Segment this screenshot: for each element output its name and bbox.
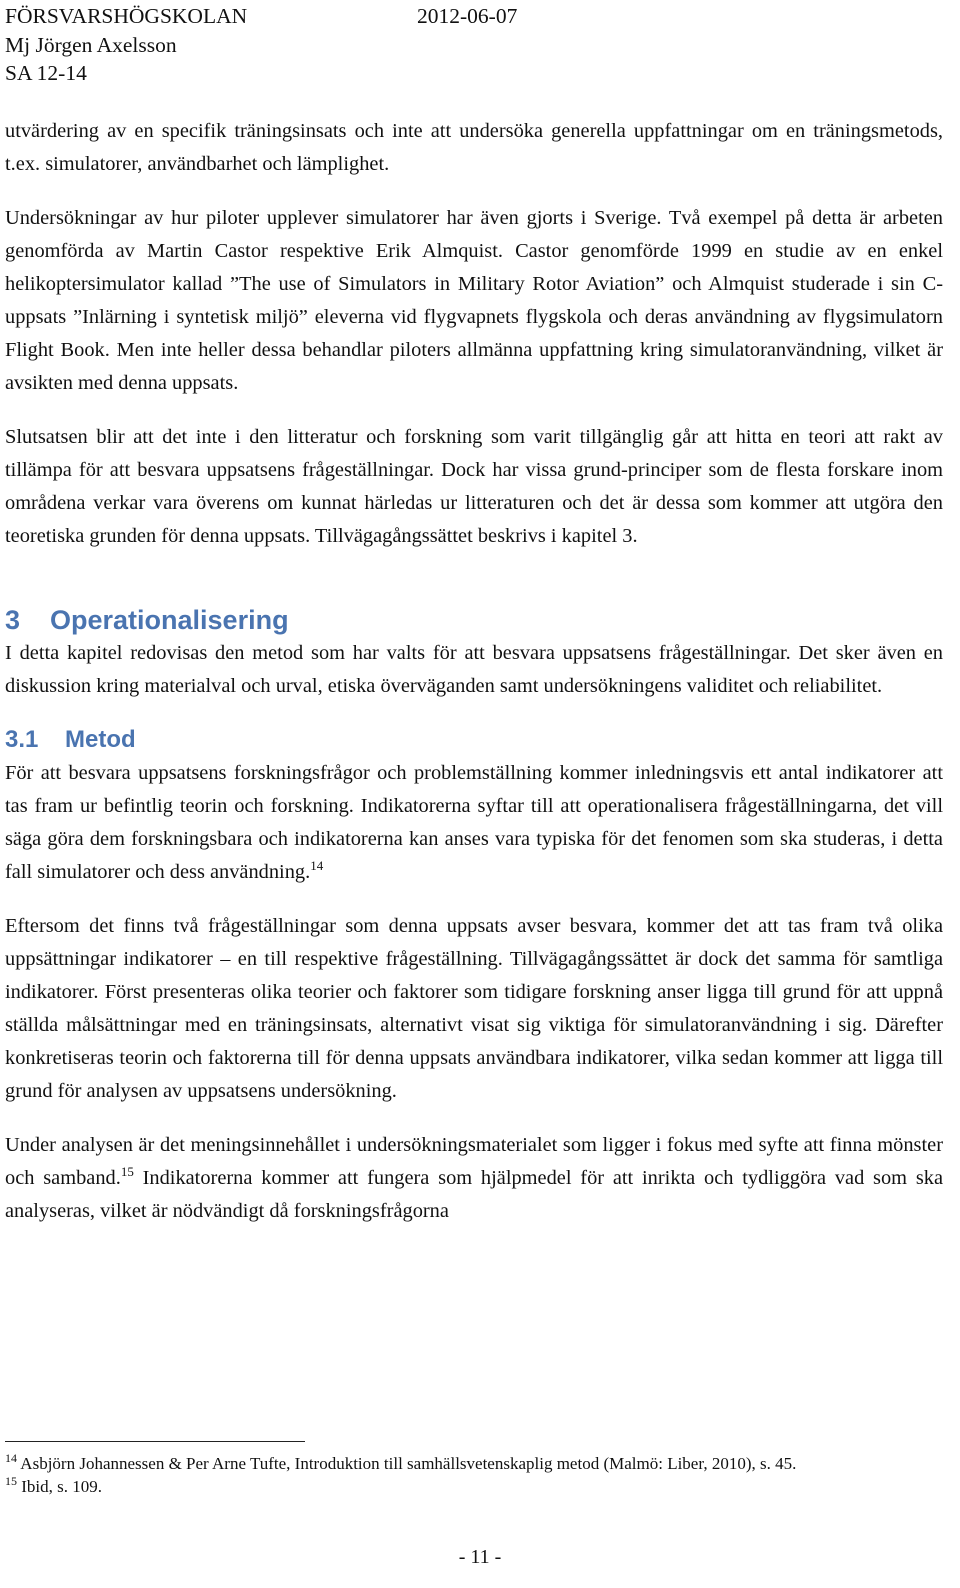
paragraph <box>5 1129 943 1228</box>
section-heading <box>5 603 943 637</box>
header-course: SA 12-14 <box>5 61 87 85</box>
footnote-ref[interactable]: 15 <box>120 1164 134 1179</box>
subsection-heading <box>5 724 943 756</box>
footnote-text: Ibid, s. 109. <box>17 1477 102 1496</box>
paragraph: Undersökningar av hur piloter upplever simulatorer har även gjorts i Sverige. Två exempel på detta är arbeten genomförda av Martin Castor respektive Erik Almquist. Castor genomförde 1999 en studie av en enkel helikoptersimulator kallad ”The use of Simulators in Military Rotor Aviation” och Almquist studerade i sin C-uppsats ”Inlärning i syntetisk miljö” eleverna vid flygvapnets flygskola och deras användning av flygsimulatorn Flight Book. Men inte heller dessa behandlar piloters allmänna uppfattning kring simulatoranvändning, vilket är avsikten med denna uppsats. <box>5 207 943 394</box>
header-institution: FÖRSVARSHÖGSKOLAN <box>5 4 248 28</box>
paragraph <box>5 757 943 889</box>
header-author: Mj Jörgen Axelsson <box>5 32 177 57</box>
section-number: 3 <box>5 605 21 635</box>
footnote-separator <box>5 1441 305 1442</box>
header-date: 2012-06-07 <box>417 4 518 28</box>
page-header <box>5 2 518 88</box>
footnote-number: 15 <box>5 1474 17 1488</box>
footnotes <box>5 1452 943 1498</box>
header-row-1 <box>5 2 518 31</box>
paragraph: Eftersom det finns två frågeställningar som denna uppsats avser besvara, kommer det att tas fram två olika uppsättningar indikatorer – en till respektive frågeställning. Tillvägagångssättet är dock det samma för samtliga indikatorer. Först presenteras olika teorier och faktorer som tidigare forskning anser ligga till grund för att uppnå ställda målsättningar med en träningsinsats, alternativt visat sig viktiga för simulatoranvändning i sig. Därefter konkretiseras teorin och faktorerna till för denna uppsats användbara indikatorer, vilka sedan kommer att ligga till grund för analysen av uppsatsens undersökning. <box>5 915 943 1102</box>
paragraph: Slutsatsen blir att det inte i den litteratur och forskning som varit tillgänglig går att hitta en teori att rakt av tillämpa för att besvara uppsatsens frågeställningar. Dock har vissa grund-principer som de flesta forskare inom områdena verkar vara överens om kunnat härledas ur litteraturen och det är dessa som kommer att utgöra den teoretiska grunden för denna uppsats. Tillvägagångssättet beskrivs i kapitel 3. <box>5 426 943 547</box>
paragraph: I detta kapitel redovisas den metod som har valts för att besvara uppsatsens frågeställningar. Det sker även en diskussion kring materialval och urval, etiska överväganden samt undersökningens validitet och reliabilitet. <box>5 642 943 697</box>
paragraph: utvärdering av en specifik träningsinsats och inte att undersöka generella uppfattningar om en träningsmetods, t.ex. simulatorer, användbarhet och lämplighet. <box>5 120 943 175</box>
page-number: - 11 - <box>458 1546 502 1568</box>
footnote-text: Asbjörn Johannessen & Per Arne Tufte, Introduktion till samhällsvetenskaplig metod (Malmö: Liber, 2010), s. 45. <box>17 1454 797 1473</box>
footnote-number: 14 <box>5 1451 17 1465</box>
subsection-number: 3.1 <box>5 726 39 753</box>
document-body <box>5 115 943 1228</box>
subsection-title: Metod <box>65 726 136 753</box>
footnote-ref[interactable]: 14 <box>310 858 324 873</box>
paragraph-text: Under analysen är det meningsinnehållet i undersökningsmaterialet som ligger i fokus med syfte att finna mönster och samband. <box>5 1134 943 1189</box>
section-title: Operationalisering <box>50 605 289 635</box>
paragraph-text: Indikatorerna kommer att fungera som hjälpmedel för att inrikta och tydliggöra vad som ska analyseras, vilket är nödvändigt då forskningsfrågorna <box>5 1167 943 1222</box>
footnote <box>5 1475 943 1498</box>
paragraph-text: För att besvara uppsatsens forskningsfrågor och problemställning kommer inledningsvis ett antal indikatorer att tas fram ur befintlig teorin och forskning. Indikatorerna syftar till att operationalisera frågeställningarna, det vill säga göra dem forskningsbara och indikatorerna kan anses vara typiska för det fenomen som ska studeras, i detta fall simulatorer och dess användning. <box>5 762 943 883</box>
footnote <box>5 1452 943 1475</box>
